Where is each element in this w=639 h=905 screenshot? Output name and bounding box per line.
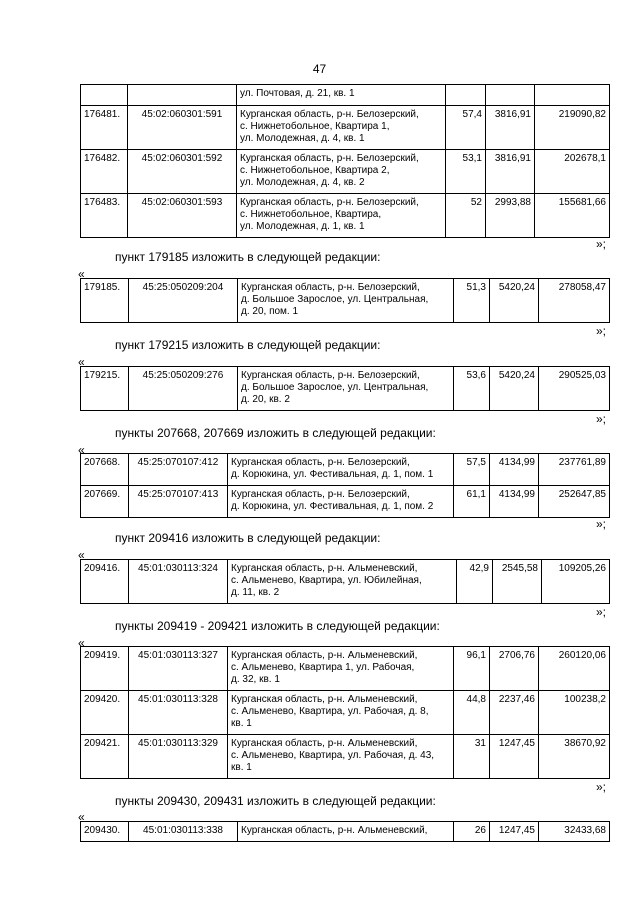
- address-line: Курганская область, р-н. Белозерский,: [240, 153, 419, 164]
- area: [446, 85, 486, 106]
- address-line: д. Корюкина, ул. Фестивальная, д. 1, пом. 2: [231, 501, 434, 512]
- row-number: 179185.: [81, 279, 129, 323]
- address-line: д. Большое Зарослое, ул. Центральная,: [241, 382, 429, 393]
- cost: 32433,68: [539, 822, 610, 842]
- price: 2545,58: [493, 560, 542, 604]
- cost: 260120,06: [539, 647, 610, 691]
- price: [486, 85, 535, 106]
- address: [228, 735, 454, 779]
- cost: 109205,26: [542, 560, 610, 604]
- address-line: Курганская область, р-н. Белозерский,: [231, 489, 410, 500]
- row-number: 176483.: [81, 194, 128, 238]
- area: 44,8: [454, 691, 490, 735]
- area: 31: [454, 735, 490, 779]
- address: [238, 279, 454, 323]
- address-line: с. Альменево, Квартира, ул. Рабочая, д. 8,: [231, 706, 429, 717]
- address: [228, 560, 457, 604]
- price: 2237,46: [490, 691, 539, 735]
- address: [228, 647, 454, 691]
- address: [237, 150, 446, 194]
- address-line: с. Нижнетобольное, Квартира,: [240, 209, 382, 220]
- row-number: 209420.: [81, 691, 129, 735]
- address-line: с. Альменево, Квартира, ул. Юбилейная,: [231, 575, 422, 586]
- area: 61,1: [454, 486, 490, 518]
- cost: 290525,03: [539, 367, 610, 411]
- price: 2706,76: [490, 647, 539, 691]
- address-line: с. Альменево, Квартира, ул. Рабочая, д. 43,: [231, 750, 435, 761]
- cadastral-number: 45:01:030113:324: [129, 560, 228, 604]
- open-quote: «: [78, 548, 85, 562]
- address-line: кв. 1: [231, 718, 252, 729]
- cost: [535, 85, 610, 106]
- table-row: [81, 822, 610, 842]
- address-line: ул. Молодежная, д. 4, кв. 2: [240, 177, 365, 188]
- address-line: Курганская область, р-н. Белозерский,: [241, 370, 420, 381]
- address-line: Курганская область, р-н. Альменевский,: [231, 650, 418, 661]
- cadastral-number: 45:02:060301:592: [128, 150, 237, 194]
- address-line: с. Альменево, Квартира 1, ул. Рабочая,: [231, 662, 415, 673]
- row-number: 207669.: [81, 486, 129, 518]
- open-quote: «: [78, 810, 85, 824]
- cadastral-number: 45:01:030113:328: [129, 691, 228, 735]
- amendment-instruction: пункт 179185 изложить в следующей редакции:: [115, 250, 381, 264]
- address: [228, 454, 454, 486]
- address: [228, 486, 454, 518]
- address-line: д. Корюкина, ул. Фестивальная, д. 1, пом. 1: [231, 469, 434, 480]
- area: 57,4: [446, 106, 486, 150]
- price: 5420,24: [490, 367, 539, 411]
- cost: 155681,66: [535, 194, 610, 238]
- table-row: [81, 106, 610, 150]
- close-quote: »;: [596, 324, 607, 338]
- table-row: [81, 194, 610, 238]
- area: 57,5: [454, 454, 490, 486]
- row-number: 209430.: [81, 822, 129, 842]
- address: [237, 106, 446, 150]
- open-quote: «: [78, 267, 85, 281]
- table-row: [81, 150, 610, 194]
- row-number: 176481.: [81, 106, 128, 150]
- area: 52: [446, 194, 486, 238]
- open-quote: «: [78, 355, 85, 369]
- address-line: д. 20, кв. 2: [241, 394, 290, 405]
- area: 53,6: [454, 367, 490, 411]
- cadastral-number: 45:25:050209:276: [129, 367, 238, 411]
- address: [238, 822, 454, 842]
- address-line: Курганская область, р-н. Альменевский,: [231, 694, 418, 705]
- close-quote: »;: [596, 517, 607, 531]
- table-row: [81, 279, 610, 323]
- area: 51,3: [454, 279, 490, 323]
- address-line: д. 11, кв. 2: [231, 587, 280, 598]
- cost: 38670,92: [539, 735, 610, 779]
- area: 42,9: [457, 560, 493, 604]
- price: 1247,45: [490, 735, 539, 779]
- cadastral-number: 45:01:030113:338: [129, 822, 238, 842]
- register-table: [80, 278, 610, 323]
- price: 3816,91: [486, 150, 535, 194]
- cost: 237761,89: [539, 454, 610, 486]
- table-row: [81, 560, 610, 604]
- close-quote: »;: [596, 605, 607, 619]
- area: 96,1: [454, 647, 490, 691]
- table-row: [81, 454, 610, 486]
- close-quote: »;: [596, 237, 607, 251]
- price: 2993,88: [486, 194, 535, 238]
- address-line: д. 20, пом. 1: [241, 306, 299, 317]
- cadastral-number: [128, 85, 237, 106]
- page-number: 47: [312, 62, 327, 76]
- register-table: [80, 646, 610, 779]
- cost: 100238,2: [539, 691, 610, 735]
- open-quote: «: [78, 636, 85, 650]
- cadastral-number: 45:25:070107:413: [129, 486, 228, 518]
- row-number: 179215.: [81, 367, 129, 411]
- address-line: Курганская область, р-н. Альменевский,: [241, 825, 428, 836]
- address: [238, 367, 454, 411]
- price: 4134,99: [490, 454, 539, 486]
- row-number: [81, 85, 128, 106]
- register-table: [80, 559, 610, 604]
- amendment-instruction: пункты 209419 - 209421 изложить в следующей редакции:: [115, 619, 440, 633]
- price: 5420,24: [490, 279, 539, 323]
- cadastral-number: 45:02:060301:591: [128, 106, 237, 150]
- address-line: с. Нижнетобольное, Квартира 1,: [240, 121, 390, 132]
- cadastral-number: 45:01:030113:327: [129, 647, 228, 691]
- cost: 252647,85: [539, 486, 610, 518]
- address-line: кв. 1: [231, 762, 252, 773]
- amendment-instruction: пункт 179215 изложить в следующей редакции:: [115, 338, 381, 352]
- row-number: 209421.: [81, 735, 129, 779]
- table-row: [81, 486, 610, 518]
- register-table: [80, 453, 610, 518]
- close-quote: »;: [596, 780, 607, 794]
- table-row: [81, 367, 610, 411]
- register-table: [80, 821, 610, 842]
- address: [228, 691, 454, 735]
- open-quote: «: [78, 443, 85, 457]
- address-line: ул. Почтовая, д. 21, кв. 1: [240, 88, 355, 99]
- address-line: ул. Молодежная, д. 4, кв. 1: [240, 133, 365, 144]
- cost: 278058,47: [539, 279, 610, 323]
- amendment-instruction: пункты 209430, 209431 изложить в следующей редакции:: [115, 794, 436, 808]
- row-number: 207668.: [81, 454, 129, 486]
- cadastral-number: 45:25:070107:412: [129, 454, 228, 486]
- table-row: [81, 85, 610, 106]
- address-line: Курганская область, р-н. Белозерский,: [241, 282, 420, 293]
- price: 1247,45: [490, 822, 539, 842]
- address-line: д. Большое Зарослое, ул. Центральная,: [241, 294, 429, 305]
- cost: 202678,1: [535, 150, 610, 194]
- address: [237, 85, 446, 106]
- address-line: Курганская область, р-н. Белозерский,: [231, 457, 410, 468]
- table-row: [81, 735, 610, 779]
- area: 53,1: [446, 150, 486, 194]
- address: [237, 194, 446, 238]
- address-line: д. 32, кв. 1: [231, 674, 280, 685]
- address-line: ул. Молодежная, д. 1, кв. 1: [240, 221, 365, 232]
- row-number: 176482.: [81, 150, 128, 194]
- amendment-instruction: пункт 209416 изложить в следующей редакции:: [115, 531, 381, 545]
- close-quote: »;: [596, 412, 607, 426]
- area: 26: [454, 822, 490, 842]
- cost: 219090,82: [535, 106, 610, 150]
- table-row: [81, 691, 610, 735]
- row-number: 209419.: [81, 647, 129, 691]
- address-line: с. Нижнетобольное, Квартира 2,: [240, 165, 390, 176]
- amendment-instruction: пункты 207668, 207669 изложить в следующей редакции:: [115, 426, 436, 440]
- table-row: [81, 647, 610, 691]
- cadastral-number: 45:25:050209:204: [129, 279, 238, 323]
- price: 4134,99: [490, 486, 539, 518]
- cadastral-number: 45:02:060301:593: [128, 194, 237, 238]
- price: 3816,91: [486, 106, 535, 150]
- cadastral-number: 45:01:030113:329: [129, 735, 228, 779]
- register-table: [80, 84, 610, 238]
- address-line: Курганская область, р-н. Белозерский,: [240, 109, 419, 120]
- address-line: Курганская область, р-н. Альменевский,: [231, 738, 418, 749]
- address-line: Курганская область, р-н. Альменевский,: [231, 563, 418, 574]
- address-line: Курганская область, р-н. Белозерский,: [240, 197, 419, 208]
- row-number: 209416.: [81, 560, 129, 604]
- register-table: [80, 366, 610, 411]
